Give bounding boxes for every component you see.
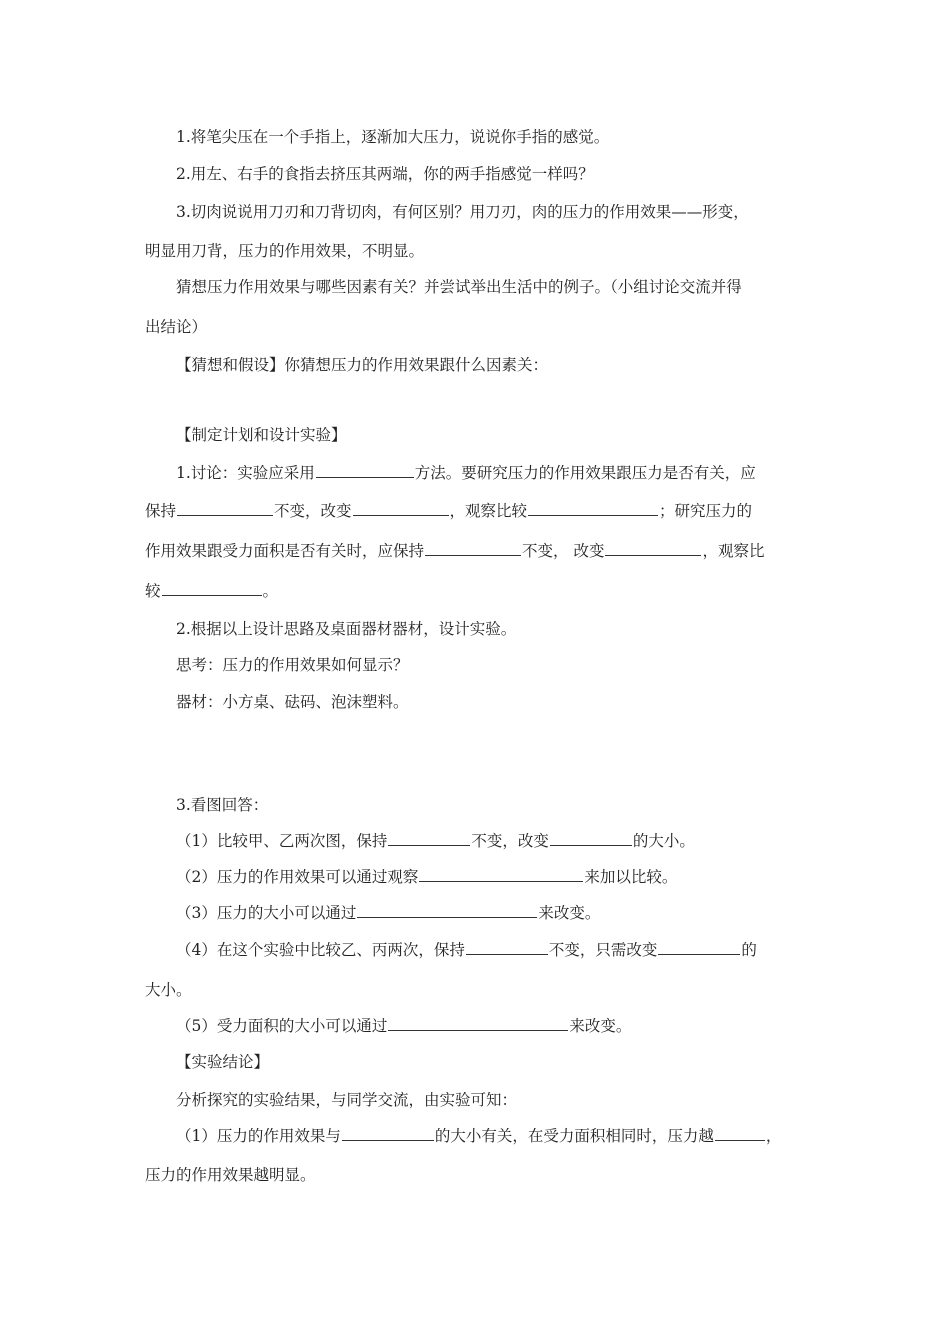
guess-paragraph-line1: 猜想压力作用效果与哪些因素有关？并尝试举出生活中的例子。（小组讨论交流并得 [176,278,742,296]
plan-materials-line: 器材：小方桌、砝码、泡沫塑料。 [176,693,409,711]
answer-blank[interactable] [715,1125,765,1141]
answer-blank[interactable] [353,500,449,516]
plan-heading: 【制定计划和设计实验】 [176,426,347,444]
answer-blank[interactable] [357,902,537,918]
text: （3）压力的大小可以通过 [176,904,357,922]
text: 不变，只需改变 [548,941,658,959]
hypothesis-line: 【猜想和假设】你猜想压力的作用效果跟什么因素关： [176,356,549,374]
text: 作用效果跟受力面积是否有关时，应保持 [145,542,425,560]
conclusion-1-line1 [176,1125,826,1147]
question-3 [176,902,826,924]
answer-blank[interactable] [528,500,658,516]
text: 来改变。 [538,904,601,922]
text: （1）压力的作用效果与 [176,1127,341,1145]
text: ；研究压力的 [659,502,753,520]
text: 不变， 改变 [522,542,605,560]
figure-questions-heading: 3.看图回答： [176,796,269,814]
question-2 [176,866,826,888]
text: 1.讨论：实验应采用 [176,464,315,482]
conclusion-1-line2: 压力的作用效果越明显。 [145,1166,316,1184]
intro-item-3-line2: 明显用刀背，压力的作用效果，不明显。 [145,242,425,260]
text: （1）比较甲、乙两次图，保持 [176,832,388,850]
answer-blank[interactable] [466,939,548,955]
answer-blank[interactable] [550,830,632,846]
answer-blank[interactable] [388,830,470,846]
text: 不变，改变 [274,502,352,520]
text: （4）在这个实验中比较乙、丙两次，保持 [176,941,465,959]
text: 来加以比较。 [584,868,678,886]
question-4-line2: 大小。 [145,981,192,999]
text: ， [765,1127,782,1145]
answer-blank[interactable] [658,939,740,955]
text: 不变，改变 [471,832,549,850]
answer-blank[interactable] [162,580,262,596]
text: ，观察比 [702,542,765,560]
plan-discussion-line3 [145,540,825,562]
answer-blank[interactable] [388,1015,568,1031]
plan-discussion-line2 [145,500,825,522]
intro-item-2: 2.用左、右手的食指去挤压其两端，你的两手指感觉一样吗？ [176,165,594,183]
conclusion-intro: 分析探究的实验结果，与同学交流，由实验可知： [176,1091,518,1109]
question-1 [176,830,826,852]
intro-item-1: 1.将笔尖压在一个手指上，逐渐加大压力，说说你手指的感觉。 [176,128,610,146]
text: ，观察比较 [449,502,528,520]
answer-blank[interactable] [605,540,701,556]
plan-design-line: 2.根据以上设计思路及桌面器材器材，设计实验。 [176,620,517,638]
guess-paragraph-line2: 出结论） [145,318,208,336]
text: 来改变。 [569,1017,632,1035]
plan-discussion-line1 [176,462,826,484]
answer-blank[interactable] [316,462,414,478]
answer-blank[interactable] [177,500,273,516]
text: 的大小。 [632,832,695,850]
text: （2）压力的作用效果可以通过观察 [176,868,419,886]
text: 的 [741,941,757,959]
text: 。 [262,582,279,600]
question-4-line1 [176,939,826,961]
text: 的大小有关，在受力面积相同时，压力越 [434,1127,714,1145]
intro-item-3-line1: 3.切肉说说用刀刃和刀背切肉，有何区别？用刀刃，肉的压力的作用效果——形变， [176,203,749,221]
text: 方法。要研究压力的作用效果跟压力是否有关，应 [414,464,756,482]
answer-blank[interactable] [342,1125,434,1141]
plan-discussion-line4 [145,580,825,602]
text: 保持 [145,502,177,520]
answer-blank[interactable] [419,866,583,882]
conclusion-heading: 【实验结论】 [176,1053,270,1071]
text: 较 [145,582,161,600]
plan-think-line: 思考：压力的作用效果如何显示？ [176,656,409,674]
text: （5）受力面积的大小可以通过 [176,1017,388,1035]
answer-blank[interactable] [425,540,521,556]
question-5 [176,1015,826,1037]
